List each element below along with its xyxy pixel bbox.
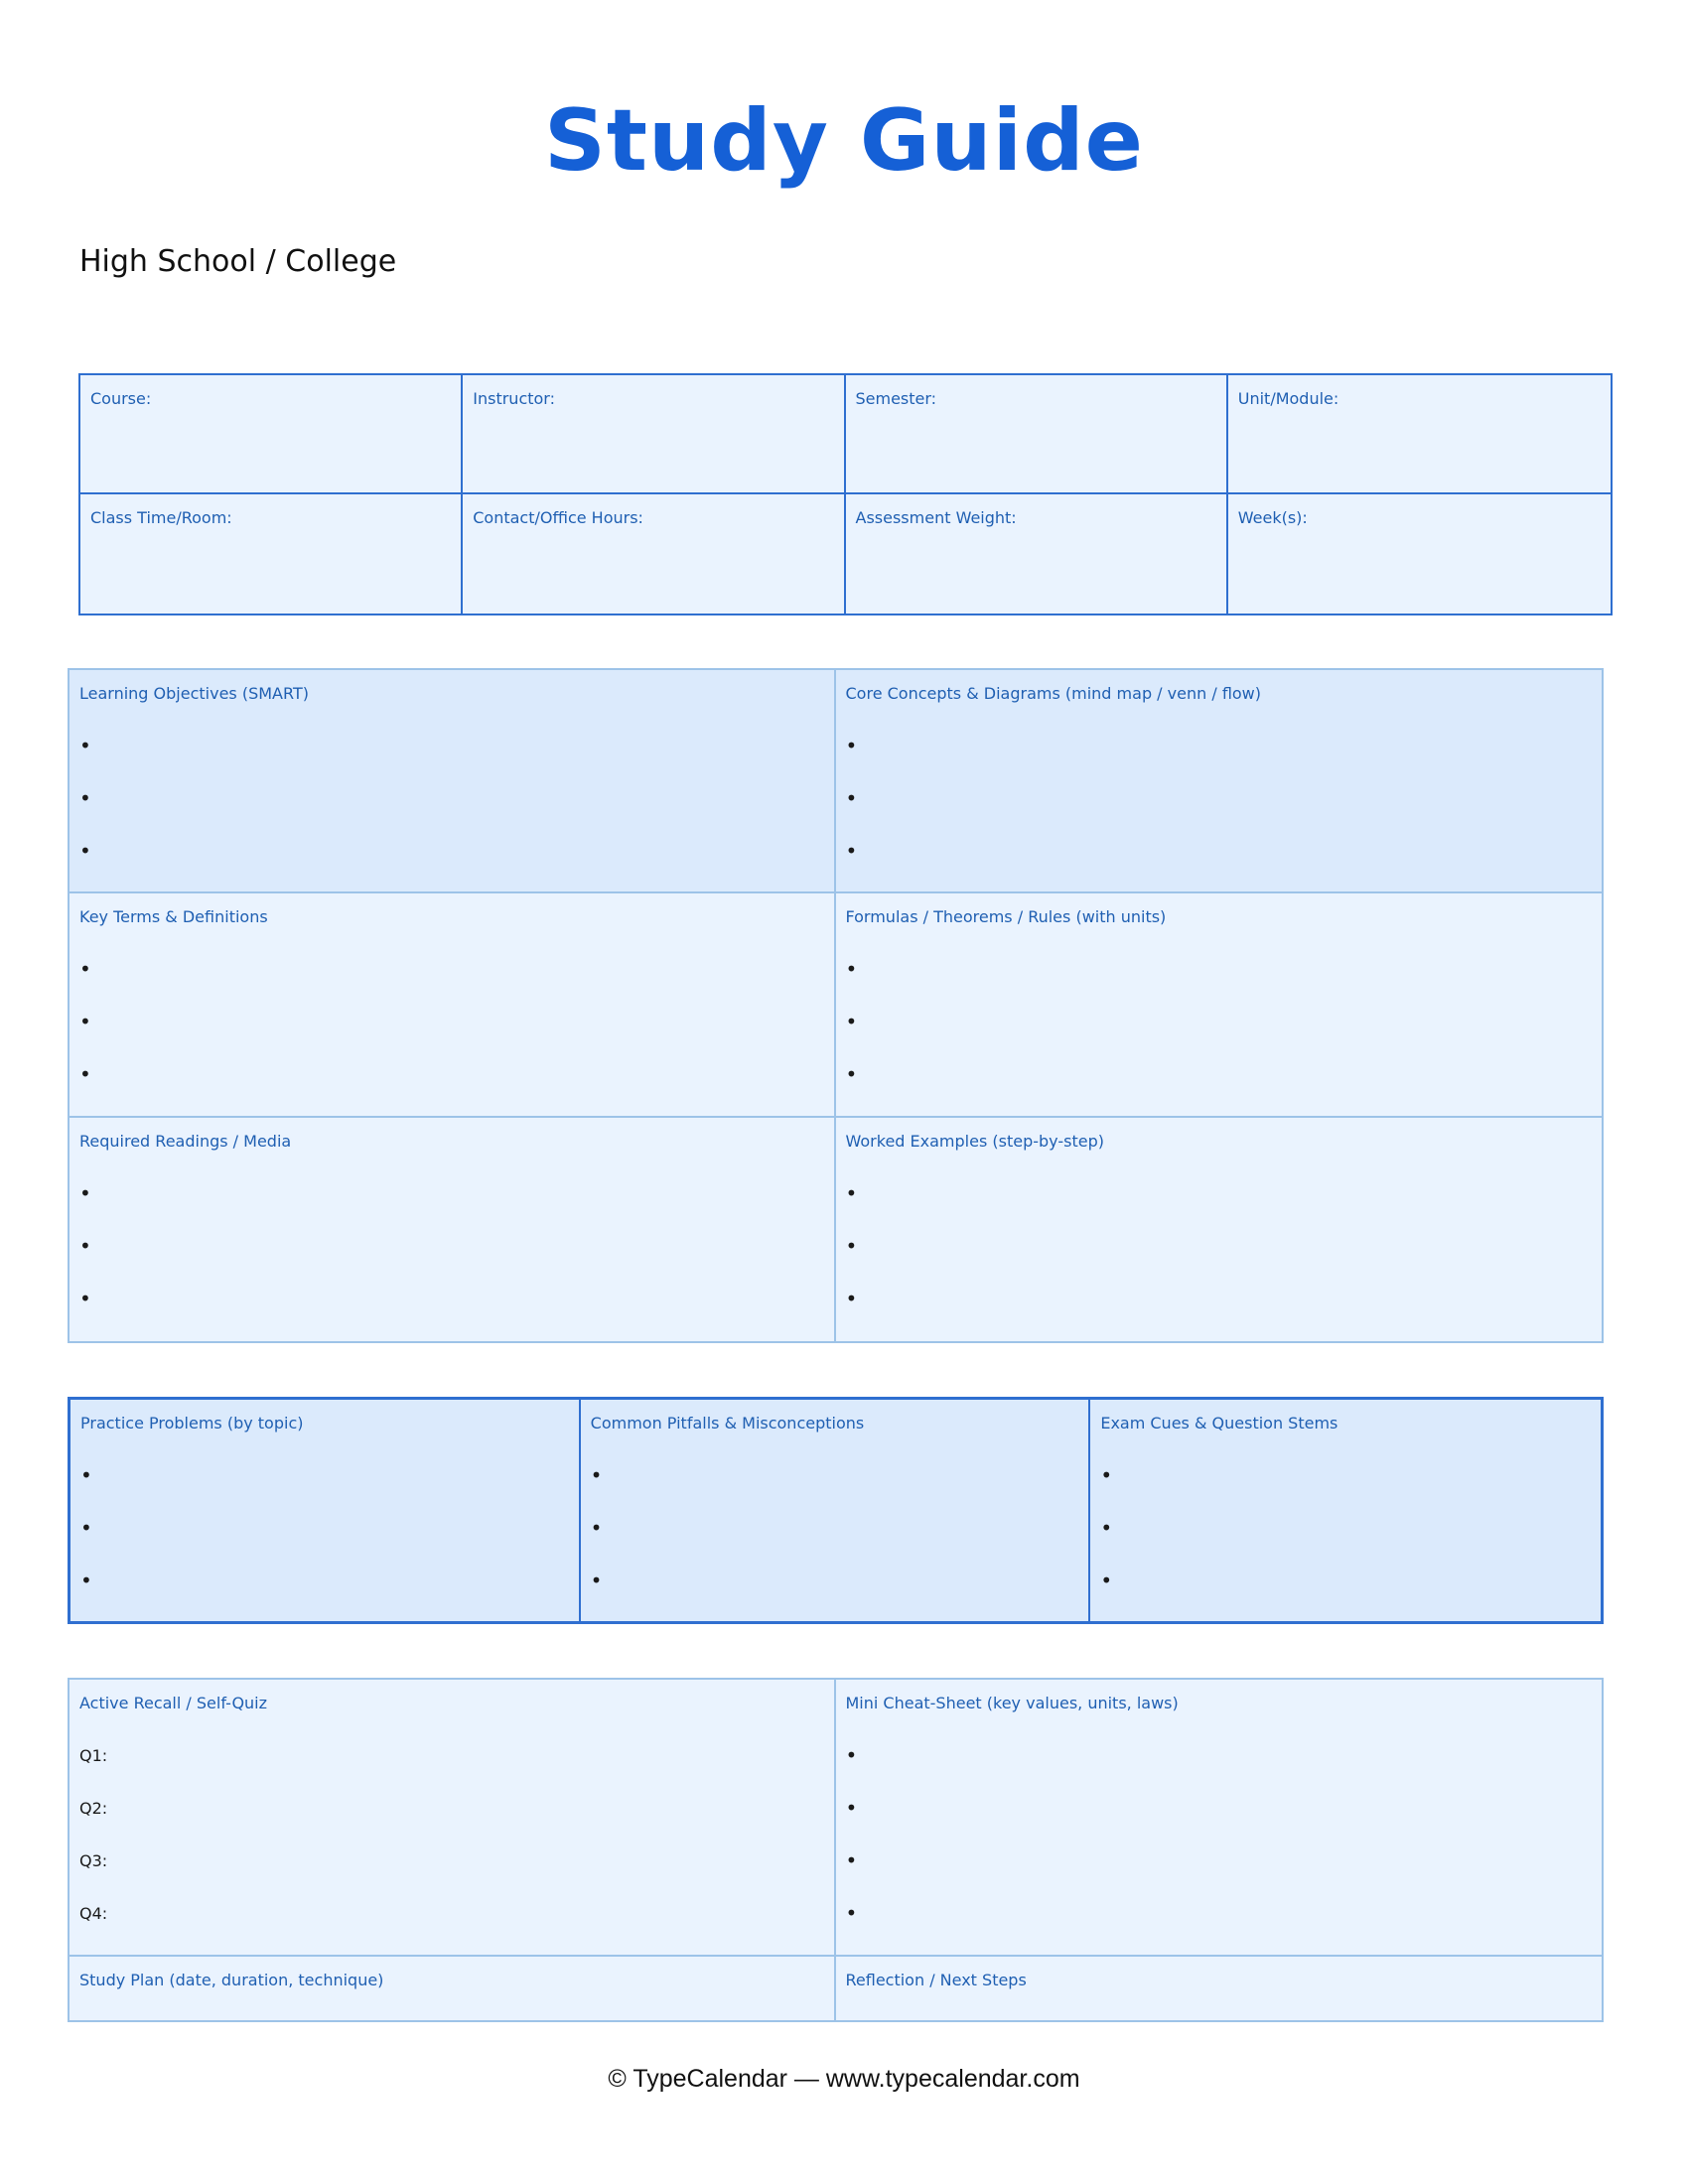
study-plan-section[interactable] — [70, 1957, 836, 2020]
section-label: Worked Examples (step-by-step) — [845, 1131, 1104, 1151]
bullet-icon: • — [79, 839, 91, 863]
section-label: Mini Cheat-Sheet (key values, units, laws) — [845, 1694, 1179, 1712]
bullet-icon: • — [845, 1848, 858, 1872]
bullet-line[interactable] — [846, 1902, 1593, 1925]
class-time-room-label: Class Time/Room: — [90, 508, 232, 527]
worked-examples-section[interactable] — [836, 1118, 1603, 1341]
bullet-icon: • — [845, 1286, 858, 1310]
section-label: Common Pitfalls & Misconceptions — [590, 1414, 865, 1433]
bullet-icon: • — [845, 1743, 858, 1767]
contact-office-hours-label: Contact/Office Hours: — [473, 508, 643, 527]
bullet-icon: • — [79, 734, 91, 757]
instructor-field[interactable] — [463, 375, 845, 494]
reflection-section[interactable] — [836, 1957, 1603, 2020]
bullet-icon: • — [1100, 1516, 1113, 1540]
section-label: Key Terms & Definitions — [79, 907, 268, 927]
unit-module-field[interactable] — [1228, 375, 1611, 494]
bullet-icon: • — [1100, 1569, 1113, 1592]
formulas-section[interactable] — [836, 893, 1603, 1117]
bullet-icon: • — [845, 1180, 858, 1205]
bullet-icon: • — [845, 1062, 858, 1087]
bullet-line[interactable] — [846, 1063, 1593, 1086]
semester-label: Semester: — [855, 389, 937, 408]
class-time-room-field[interactable] — [80, 494, 463, 614]
bullet-line[interactable] — [1100, 1517, 1591, 1540]
bullet-line[interactable] — [80, 1517, 569, 1540]
instructor-label: Instructor: — [473, 389, 555, 408]
question-label: Q1: — [79, 1746, 108, 1765]
bullet-line[interactable] — [846, 1797, 1593, 1820]
bullet-line[interactable] — [846, 958, 1593, 981]
bullet-line[interactable] — [846, 787, 1593, 810]
question-label: Q2: — [79, 1799, 108, 1818]
assessment-weight-field[interactable] — [846, 494, 1228, 614]
section-label: Learning Objectives (SMART) — [79, 684, 309, 703]
bullet-icon: • — [845, 734, 858, 757]
mini-cheat-sheet-section[interactable] — [836, 1680, 1603, 1957]
bullet-line[interactable] — [846, 735, 1593, 757]
page-title: Study Guide — [543, 91, 1144, 191]
learning-objectives-section[interactable] — [70, 670, 836, 893]
bullet-line[interactable] — [1100, 1570, 1591, 1592]
bullet-line[interactable] — [79, 1288, 824, 1310]
common-pitfalls-section[interactable] — [581, 1400, 1091, 1621]
bullet-line[interactable] — [591, 1517, 1079, 1540]
recall-table — [68, 1678, 1604, 2022]
page-subtitle: High School / College — [79, 244, 397, 279]
course-info-table — [78, 373, 1613, 615]
bullet-icon: • — [845, 1233, 858, 1258]
bullet-line[interactable] — [80, 1464, 569, 1487]
bullet-icon: • — [80, 1463, 92, 1487]
contact-office-hours-field[interactable] — [463, 494, 845, 614]
bullet-icon: • — [79, 1010, 91, 1034]
bullet-line[interactable] — [846, 1849, 1593, 1872]
bullet-icon: • — [79, 1286, 91, 1310]
bullet-icon: • — [845, 957, 858, 982]
bullet-icon: • — [1100, 1463, 1113, 1487]
bullet-icon: • — [590, 1569, 603, 1592]
question-line[interactable] — [79, 1797, 824, 1820]
bullet-line[interactable] — [591, 1464, 1079, 1487]
bullet-icon: • — [590, 1516, 603, 1540]
bullet-icon: • — [80, 1569, 92, 1592]
bullet-line[interactable] — [846, 1182, 1593, 1205]
bullet-icon: • — [845, 1010, 858, 1034]
bullet-line[interactable] — [79, 735, 824, 757]
bullet-line[interactable] — [79, 1011, 824, 1033]
bullet-icon: • — [79, 1180, 91, 1205]
bullet-icon: • — [79, 1233, 91, 1258]
unit-module-label: Unit/Module: — [1237, 389, 1339, 408]
bullet-icon: • — [79, 786, 91, 810]
bullet-icon: • — [845, 839, 858, 863]
bullet-icon: • — [845, 786, 858, 810]
section-label: Formulas / Theorems / Rules (with units) — [845, 907, 1167, 927]
section-label: Core Concepts & Diagrams (mind map / venn / flow) — [845, 684, 1262, 703]
bullet-icon: • — [845, 1796, 858, 1820]
core-concepts-section[interactable] — [836, 670, 1603, 893]
section-label: Exam Cues & Question Stems — [1100, 1414, 1338, 1433]
question-label: Q4: — [79, 1904, 108, 1923]
bullet-icon: • — [590, 1463, 603, 1487]
section-label: Practice Problems (by topic) — [80, 1414, 304, 1433]
exam-cues-section[interactable] — [1090, 1400, 1601, 1621]
section-label: Reflection / Next Steps — [845, 1971, 1027, 1989]
course-field[interactable] — [80, 375, 463, 494]
section-label: Active Recall / Self-Quiz — [79, 1694, 268, 1712]
question-line[interactable] — [79, 1849, 824, 1872]
question-line[interactable] — [79, 1744, 824, 1767]
bullet-line[interactable] — [79, 840, 824, 863]
bullet-line[interactable] — [591, 1570, 1079, 1592]
question-line[interactable] — [79, 1902, 824, 1925]
bullet-line[interactable] — [79, 787, 824, 810]
course-label: Course: — [90, 389, 152, 408]
bullet-line[interactable] — [79, 1182, 824, 1205]
bullet-icon: • — [79, 1062, 91, 1087]
assessment-weight-label: Assessment Weight: — [855, 508, 1017, 527]
bullet-icon: • — [80, 1516, 92, 1540]
bullet-line[interactable] — [846, 1744, 1593, 1767]
bullet-icon: • — [79, 957, 91, 982]
main-sections-table — [68, 668, 1604, 1343]
practice-problems-section[interactable] — [70, 1400, 581, 1621]
key-terms-section[interactable] — [70, 893, 836, 1117]
practice-table — [68, 1397, 1604, 1624]
section-label: Required Readings / Media — [79, 1131, 292, 1151]
section-label: Study Plan (date, duration, technique) — [79, 1971, 384, 1989]
bullet-line[interactable] — [79, 1235, 824, 1258]
required-readings-section[interactable] — [70, 1118, 836, 1341]
question-label: Q3: — [79, 1851, 108, 1870]
bullet-icon: • — [845, 1901, 858, 1925]
weeks-label: Week(s): — [1237, 508, 1308, 527]
bullet-line[interactable] — [80, 1570, 569, 1592]
bullet-line[interactable] — [846, 1011, 1593, 1033]
bullet-line[interactable] — [846, 840, 1593, 863]
footer-copyright: © TypeCalendar — www.typecalendar.com — [608, 2065, 1080, 2093]
weeks-field[interactable] — [1228, 494, 1611, 614]
semester-field[interactable] — [846, 375, 1228, 494]
bullet-line[interactable] — [1100, 1464, 1591, 1487]
bullet-line[interactable] — [79, 958, 824, 981]
bullet-line[interactable] — [846, 1235, 1593, 1258]
active-recall-section[interactable] — [70, 1680, 836, 1957]
bullet-line[interactable] — [79, 1063, 824, 1086]
bullet-line[interactable] — [846, 1288, 1593, 1310]
